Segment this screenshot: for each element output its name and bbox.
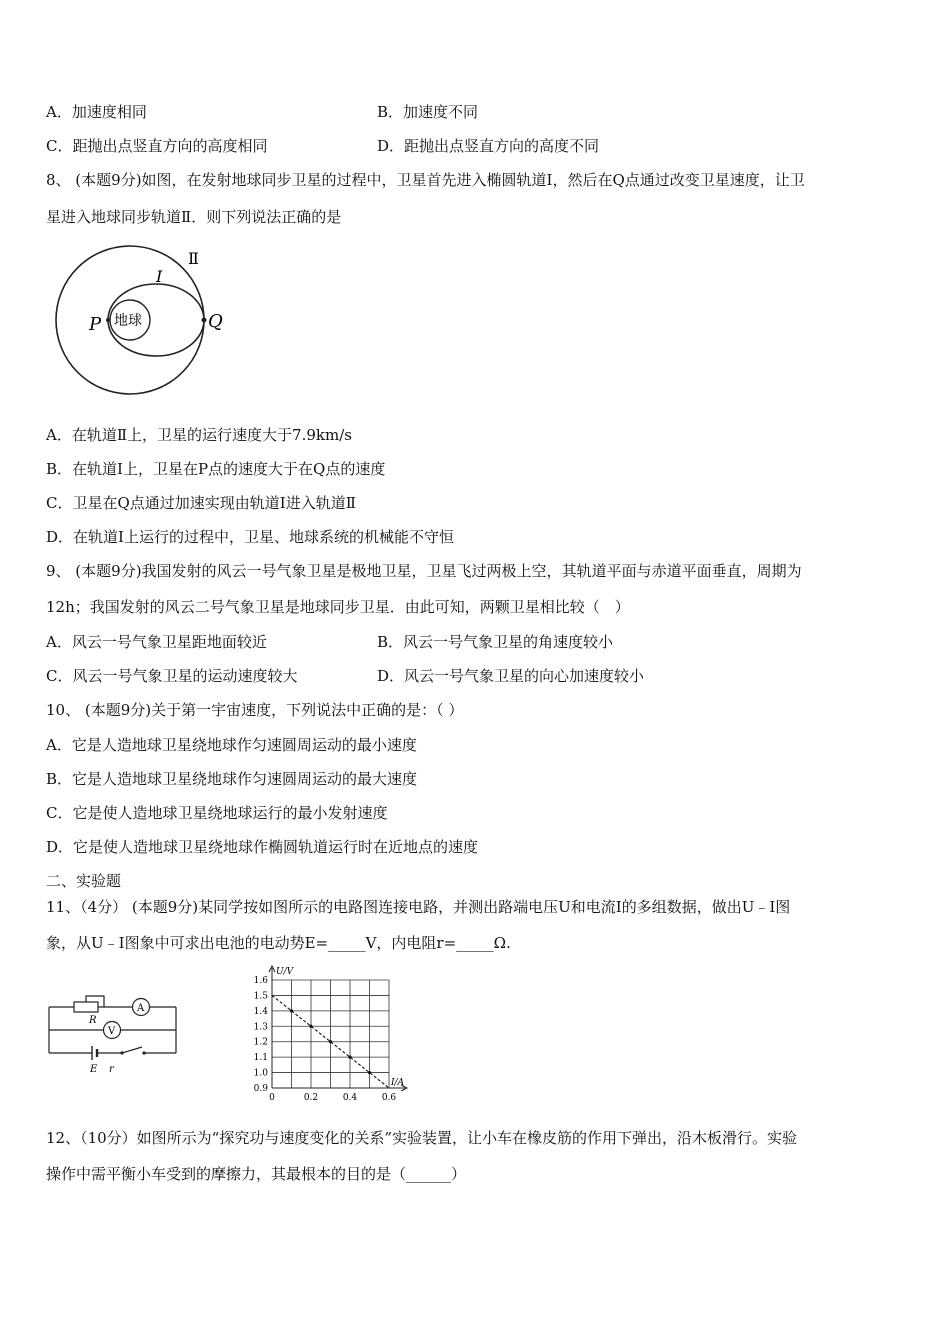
y-axis-label: U/V [276,967,294,977]
q9-option-d: D．风云一号气象卫星的向心加速度较小 [377,667,645,685]
y-tick-label: 1.3 [253,1022,268,1033]
switch-contact-left [120,1051,123,1054]
y-tick-label: 1.1 [253,1053,268,1064]
q8-option-a: A．在轨道Ⅱ上，卫星的运行速度大于7.9km/s [46,426,352,444]
q10-option-c: C．它是使人造地球卫星绕地球运行的最小发射速度 [46,804,388,822]
q10-stem: 10、 (本题9分)关于第一宇宙速度，下列说法中正确的是：（ ） [46,701,464,719]
label-p: P [89,314,102,335]
q8-option-b: B．在轨道I上，卫星在P点的速度大于在Q点的速度 [46,460,386,478]
q11-stem-line1: 11、（4分） (本题9分)某同学按如图所示的电路图连接电路，并测出路端电压U和电流I的多组数据，做出U﹣I图 [46,898,791,916]
point-q [202,318,207,323]
data-point [348,1056,351,1059]
q8-option-d: D．在轨道I上运行的过程中，卫星、地球系统的机械能不守恒 [46,528,454,546]
label-q: Q [208,311,223,332]
q9-stem-line2: 12h；我国发射的风云二号气象卫星是地球同步卫星．由此可知，两颗卫星相比较（ ） [46,598,630,616]
q12-stem-line1: 12、（10分）如图所示为“探究功与速度变化的关系”实验装置，让小车在橡皮筋的作用下弹出，沿木板滑行。实验 [46,1129,798,1147]
q10-option-b: B．它是人造地球卫星绕地球作匀速圆周运动的最大速度 [46,770,418,788]
q7-option-c: C．距抛出点竖直方向的高度相同 [46,137,268,155]
x-tick-label: 0.2 [303,1093,319,1103]
orbit-figure [48,238,248,398]
y-tick-label: 1.0 [253,1068,268,1079]
q12-stem-line2: 操作中需平衡小车受到的摩擦力，其最根本的目的是（______） [46,1165,467,1183]
label-voltmeter: V [108,1026,116,1037]
x-tick-label: 0.6 [381,1093,397,1103]
q7-option-d: D．距抛出点竖直方向的高度不同 [377,137,600,155]
label-e: E [90,1064,98,1075]
q10-option-d: D．它是使人造地球卫星绕地球作椭圆轨道运行时在近地点的速度 [46,838,479,856]
q9-stem-line1: 9、 (本题9分)我国发射的风云一号气象卫星是极地卫星，卫星飞过两极上空，其轨道平面与赤道平面垂直，周期为 [46,562,802,580]
q9-option-c: C．风云一号气象卫星的运动速度较大 [46,667,298,685]
q11-stem-line2: 象，从U﹣I图象中可求出电池的电动势E=_____V，内电阻r=_____Ω. [46,934,511,952]
u-i-chart [238,962,428,1112]
y-tick-label: 1.4 [253,1006,268,1017]
data-point [368,1071,371,1074]
label-r-internal: r [109,1064,114,1075]
y-tick-label: 0.9 [253,1084,268,1094]
label-ammeter: A [137,1003,145,1014]
q8-stem-line2: 星进入地球同步轨道Ⅱ．则下列说法正确的是 [46,208,342,226]
y-tick-label: 1.2 [253,1037,268,1048]
data-point [290,1009,293,1012]
label-earth: 地球 [114,313,142,329]
q10-option-a: A．它是人造地球卫星绕地球作匀速圆周运动的最小速度 [46,736,417,754]
q8-option-c: C．卫星在Q点通过加速实现由轨道I进入轨道Ⅱ [46,494,356,512]
x-tick-label: 0.4 [342,1093,358,1103]
rheostat [74,1002,98,1012]
circuit-diagram [46,990,181,1076]
data-point [329,1040,332,1043]
y-tick-label: 1.5 [253,991,268,1002]
data-point [309,1025,312,1028]
section-heading: 二、实验题 [46,872,122,890]
q8-stem-line1: 8、 (本题9分)如图，在发射地球同步卫星的过程中，卫星首先进入椭圆轨道I，然后在Q点通过改变卫星速度，让卫 [46,171,805,189]
label-orbit-2: Ⅱ [188,249,199,268]
y-tick-label: 1.6 [253,976,268,986]
switch-contact-right [142,1051,145,1054]
q9-option-b: B．风云一号气象卫星的角速度较小 [377,633,614,651]
q7-option-a: A．加速度相同 [46,103,147,121]
q9-option-a: A．风云一号气象卫星距地面较近 [46,633,267,651]
point-p [106,318,110,322]
label-orbit-1: I [156,267,163,286]
x-tick-label: 0 [269,1093,275,1103]
q7-option-b: B．加速度不同 [377,103,479,121]
x-axis-label: I/A [391,1078,405,1088]
label-r: R [89,1015,97,1026]
